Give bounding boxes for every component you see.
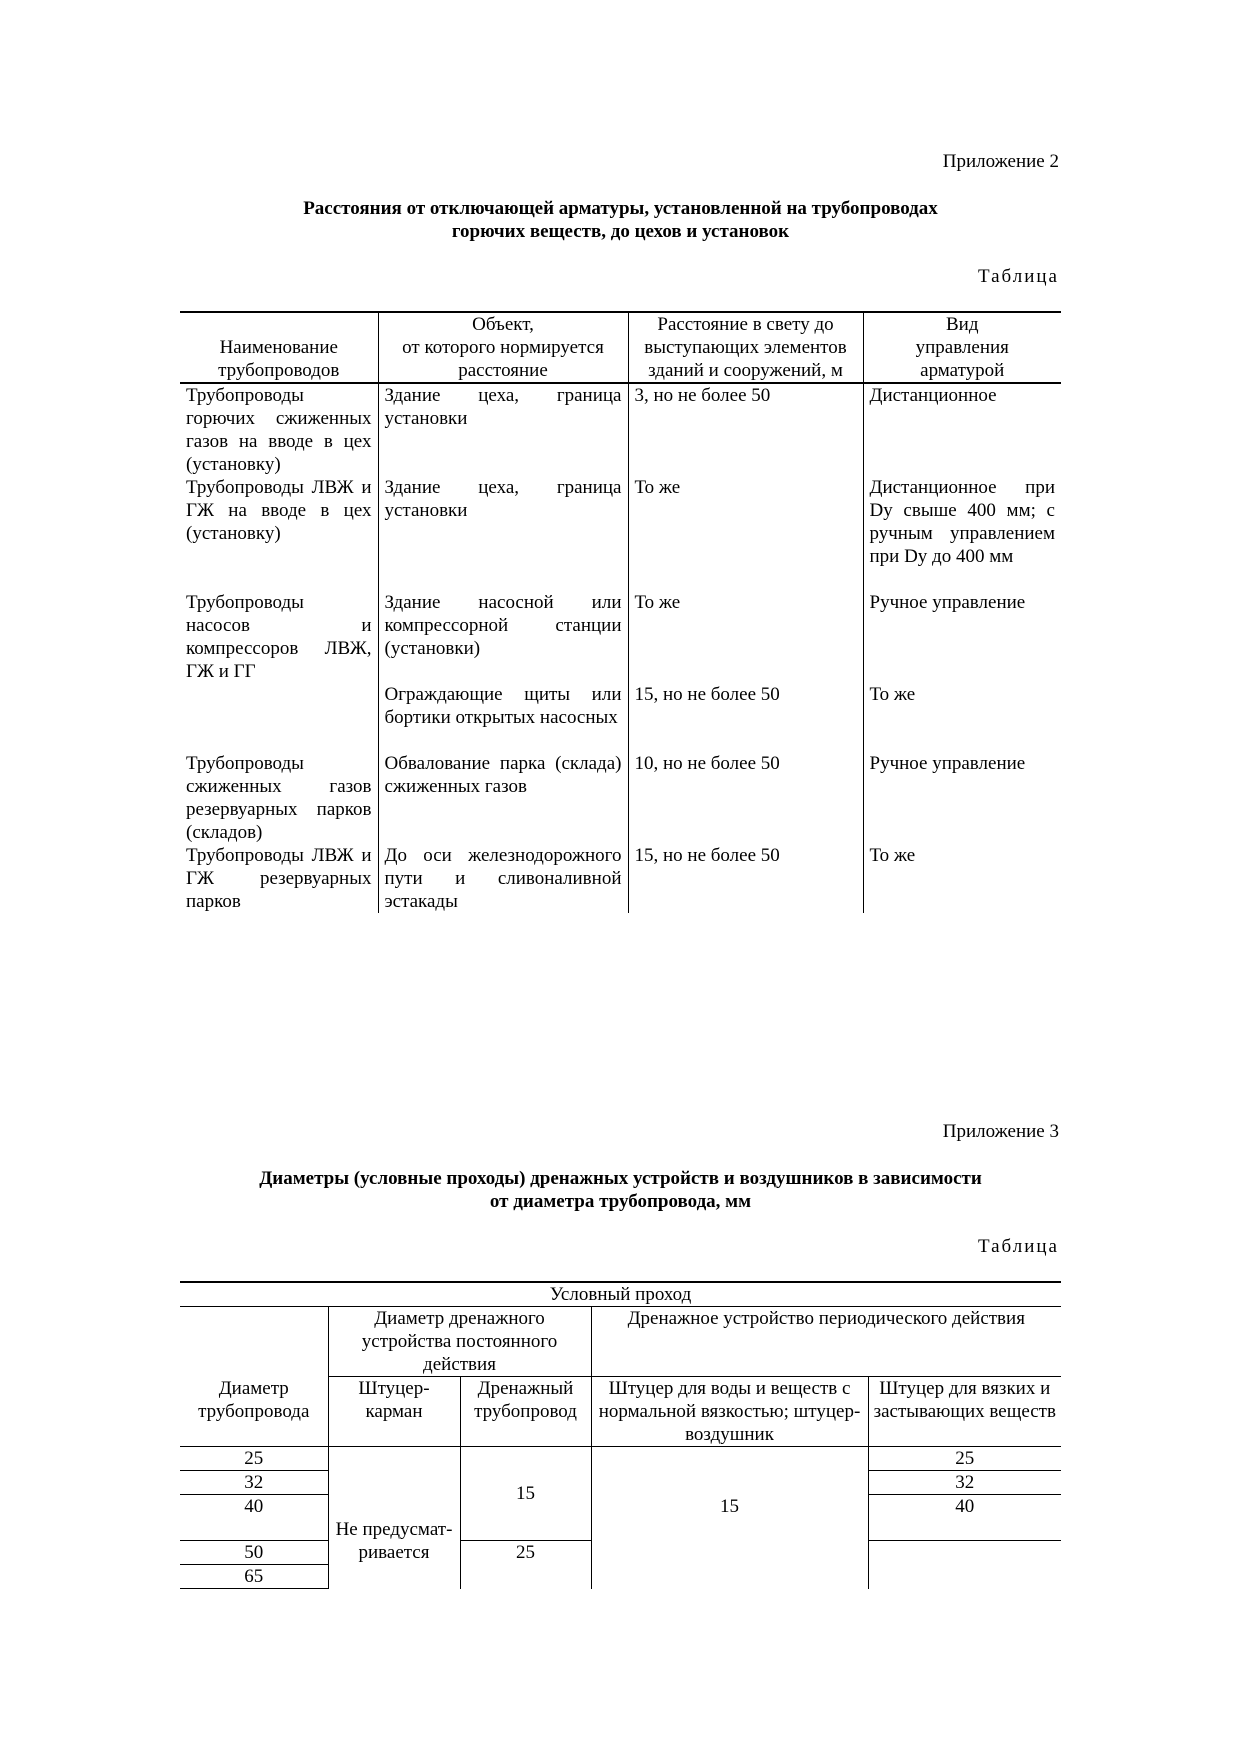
- drain-diameter-table: [180, 1281, 1061, 1589]
- appendix3-title-line1: Диаметры (условные проходы) дренажных устройств и воздушников в зависимости: [259, 1168, 982, 1189]
- header-text: арматурой: [920, 360, 1005, 381]
- table-row: [180, 591, 1061, 683]
- table-row: [180, 476, 1061, 591]
- cell-object: Здание цеха, граница установки: [378, 476, 628, 591]
- table-row: [180, 844, 1061, 913]
- cell-object: Здание насосной или компрессорной станции (установки): [378, 591, 628, 683]
- header-text: управления: [915, 337, 1009, 358]
- cell-object: До оси железнодорожного пути и сливоналивной эстакады: [378, 844, 628, 913]
- appendix2-title-line1: Расстояния от отключающей арматуры, установленной на трубопроводах: [303, 198, 938, 219]
- cell-pipeline: Трубопроводы горючих сжиженных газов на вводе в цех (установку): [186, 385, 372, 475]
- header-periodic-drain: Дренажное устройство периодического действия: [591, 1307, 1061, 1377]
- cell-distance: То же: [628, 591, 863, 683]
- header-text: зданий и сооружений, м: [648, 360, 843, 381]
- cell-control: То же: [863, 844, 1061, 913]
- cell-control: То же: [863, 683, 1061, 752]
- header-text: Наименование: [219, 337, 338, 358]
- header-text: от которого нормируется: [402, 337, 604, 358]
- cell-diameter: 32: [180, 1471, 328, 1495]
- cell-viscous: 40: [868, 1495, 1061, 1541]
- header-control-type: [863, 312, 1061, 383]
- table-row: [180, 752, 1061, 844]
- header-text: трубопроводов: [218, 360, 340, 381]
- cell-distance: 10, но не более 50: [628, 752, 863, 844]
- appendix2-label: Приложение 2: [942, 151, 1059, 172]
- appendix3-table-label: Таблица: [977, 1236, 1059, 1257]
- distance-table: [180, 311, 1061, 913]
- cell-drain-25: 25: [460, 1541, 591, 1589]
- table-row: [180, 1447, 1061, 1471]
- cell-control: Дистанционное при Dу свыше 400 мм; с ручным управлением при Dу до 400 мм: [863, 476, 1061, 591]
- cell-drain-15: 15: [460, 1447, 591, 1541]
- table-header-row: [180, 312, 1061, 383]
- header-distance: [628, 312, 863, 383]
- cell-distance: То же: [628, 476, 863, 591]
- table-row: [180, 383, 1061, 476]
- cell-viscous-empty: [868, 1541, 1061, 1589]
- cell-viscous: 32: [868, 1471, 1061, 1495]
- cell-pipeline: Трубопроводы сжиженных газов резервуарных парков (складов): [186, 753, 372, 843]
- header-drain-pipe: Дренажный трубопровод: [460, 1377, 591, 1447]
- appendix2-table-label: Таблица: [977, 266, 1059, 287]
- appendix3-label: Приложение 3: [942, 1121, 1059, 1142]
- cell-pipeline: Трубопроводы ЛВЖ и ГЖ на вводе в цех (установку): [186, 477, 372, 544]
- cell-control: Дистанционное: [863, 383, 1061, 476]
- header-text: выступающих элементов: [644, 337, 847, 358]
- cell-object: Здание цеха, граница установки: [378, 383, 628, 476]
- header-nominal-passage: Условный проход: [180, 1282, 1061, 1307]
- cell-object: Обвалование парка (склада) сжиженных газов: [378, 752, 628, 844]
- cell-object: Ограждающие щиты или бортики открытых насосных: [378, 683, 628, 752]
- header-text: Расстояние в свету до: [657, 314, 834, 335]
- header-viscous: Штуцер для вязких и застывающих веществ: [868, 1377, 1061, 1447]
- cell-not-provided: Не предусмат-ривается: [328, 1447, 460, 1589]
- cell-diameter: 65: [180, 1565, 328, 1589]
- header-shtutser-karman: Штуцер-карман: [328, 1377, 460, 1447]
- cell-viscous: 25: [868, 1447, 1061, 1471]
- cell-control: Ручное управление: [863, 591, 1061, 683]
- cell-pipeline: Трубопроводы ЛВЖ и ГЖ резервуарных парков: [186, 845, 372, 912]
- header-object: [378, 312, 628, 383]
- cell-pipeline: Трубопроводы насосов и компрессоров ЛВЖ, ГЖ и ГГ: [186, 592, 372, 682]
- cell-normal-15: 15: [591, 1447, 868, 1589]
- appendix3-title-line2: от диаметра трубопровода, мм: [489, 1191, 752, 1212]
- header-text: Объект,: [472, 314, 534, 335]
- header-pipeline-name: [180, 312, 378, 383]
- cell-diameter: 25: [180, 1447, 328, 1471]
- cell-distance: 3, но не более 50: [628, 383, 863, 476]
- header-normal-viscosity: Штуцер для воды и веществ с нормальной вязкостью; штуцер-воздушник: [591, 1377, 868, 1447]
- appendix2-title-line2: горючих веществ, до цехов и установок: [451, 221, 790, 242]
- cell-control: Ручное управление: [863, 752, 1061, 844]
- cell-distance: 15, но не более 50: [628, 844, 863, 913]
- header-text: Вид: [945, 314, 979, 335]
- cell-diameter: 50: [180, 1541, 328, 1565]
- cell-diameter: 40: [180, 1495, 328, 1541]
- cell-pipeline: [180, 683, 378, 752]
- header-pipeline-diameter: Диаметр трубопровода: [180, 1307, 328, 1447]
- table-row: [180, 683, 1061, 752]
- cell-distance: 15, но не более 50: [628, 683, 863, 752]
- table-header-row: [180, 1282, 1061, 1307]
- header-constant-drain: Диаметр дренажного устройства постоянного действия: [328, 1307, 591, 1377]
- table-header-row: [180, 1307, 1061, 1377]
- header-text: расстояние: [458, 360, 548, 381]
